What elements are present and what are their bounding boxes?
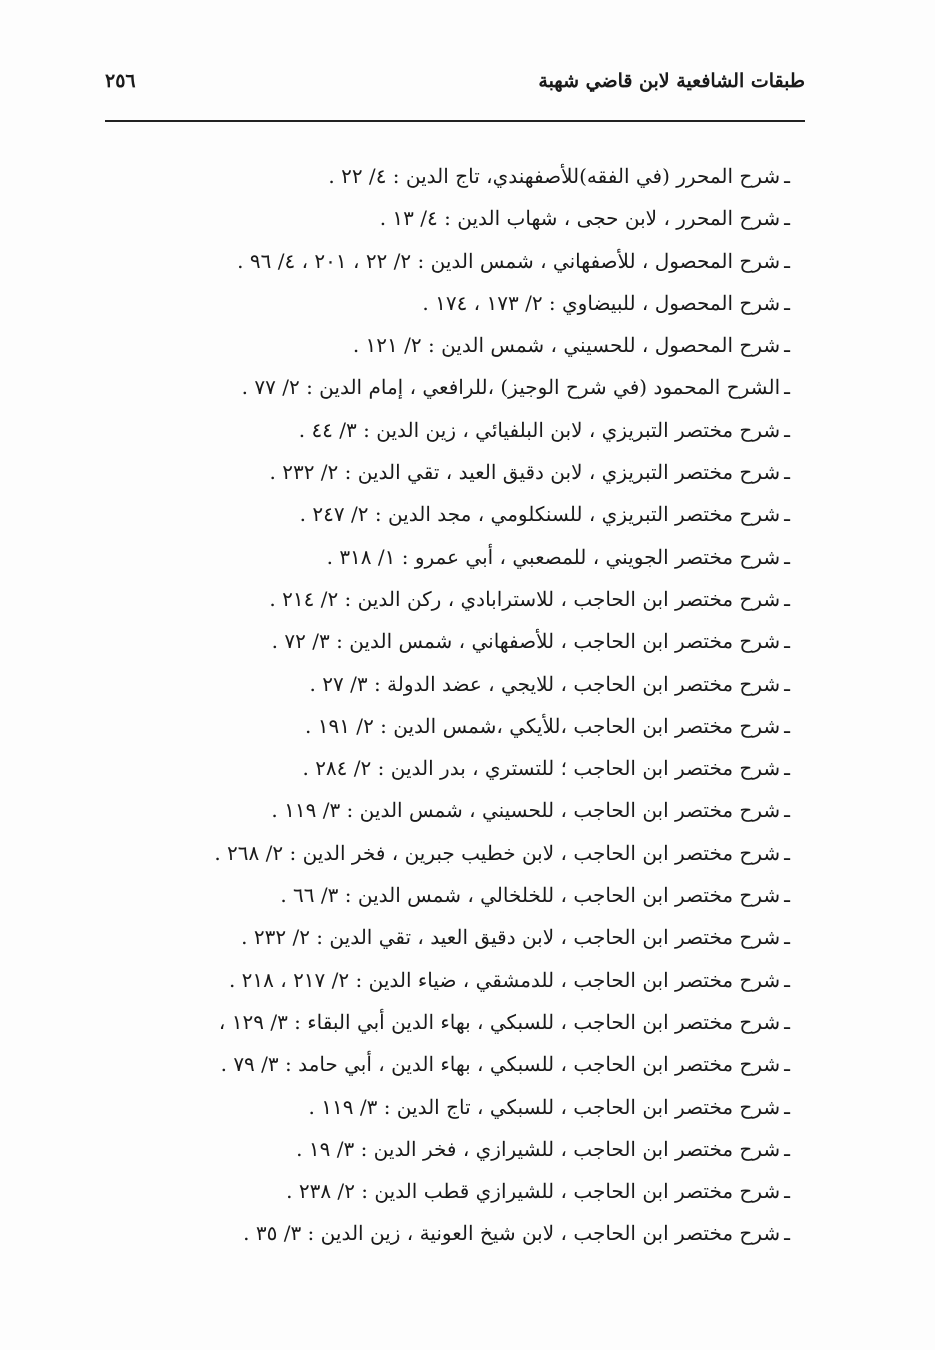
- index-entry: [140, 282, 790, 324]
- entry-text: شرح مختصر ابن الحاجب ؛ للتستري ، بدر الدين : ٢/ ٢٨٤ .: [302, 756, 781, 781]
- entry-text: شرح المحصول ، للأصفهاني ، شمس الدين : ٢/ ٢٢ ، ٢٠١ ، ٤/ ٩٦ .: [237, 248, 781, 273]
- entry-dash: ـ: [784, 756, 790, 781]
- entry-text: شرح مختصر ابن الحاجب ، للشيرازي ، فخر الدين : ٣/ ١٩ .: [296, 1136, 781, 1161]
- index-entry: [140, 1128, 790, 1170]
- index-entry: [140, 155, 790, 197]
- entry-text: شرح مختصر ابن الحاجب ، للايجي ، عضد الدولة : ٣/ ٢٧ .: [309, 671, 781, 696]
- index-entry: [140, 197, 790, 239]
- index-entry: [140, 832, 790, 874]
- entry-dash: ـ: [784, 333, 790, 358]
- index-entry: [140, 705, 790, 747]
- entry-dash: ـ: [784, 840, 790, 865]
- entry-text: شرح مختصر ابن الحاجب ،للأيكي ،شمس الدين : ٢/ ١٩١ .: [305, 713, 781, 738]
- page-number: ٢٥٦: [105, 70, 136, 92]
- entry-dash: ـ: [784, 925, 790, 950]
- entry-text: شرح مختصر ابن الحاجب ، لابن دقيق العيد ، تقي الدين : ٢/ ٢٣٢ .: [241, 925, 781, 950]
- running-title: طبقات الشافعية لابن قاضي شهبة: [538, 70, 805, 92]
- index-entry: [140, 620, 790, 662]
- index-entry: [140, 747, 790, 789]
- entry-text: شرح مختصر التبريزي ، لابن البلفيائي ، زين الدين : ٣/ ٤٤ .: [298, 417, 781, 442]
- entry-dash: ـ: [784, 164, 790, 188]
- entry-dash: ـ: [784, 713, 790, 738]
- index-entry: [140, 1212, 790, 1254]
- index-entry: [140, 578, 790, 620]
- entry-dash: ـ: [784, 248, 790, 273]
- running-header: [105, 70, 805, 110]
- index-entry: [140, 874, 790, 916]
- index-entry: [140, 916, 790, 958]
- entry-dash: ـ: [784, 671, 790, 696]
- entry-dash: ـ: [784, 290, 790, 315]
- entry-dash: ـ: [784, 1179, 790, 1204]
- entry-dash: ـ: [784, 502, 790, 527]
- entry-dash: ـ: [784, 417, 790, 442]
- index-entry: [140, 324, 790, 366]
- index-entry-list: [140, 155, 790, 1255]
- entry-text: شرح مختصر ابن الحاجب ، للشيرازي قطب الدين : ٢/ ٢٣٨ .: [286, 1179, 781, 1204]
- index-entry: [140, 409, 790, 451]
- index-entry: [140, 1043, 790, 1085]
- entry-text: شرح مختصر ابن الحاجب ، للخلخالي ، شمس الدين : ٣/ ٦٦ .: [280, 883, 781, 908]
- entry-text: شرح المحرر ، لابن حجى ، شهاب الدين : ٤/ ١٣ .: [379, 206, 781, 231]
- entry-dash: ـ: [784, 544, 790, 569]
- entry-dash: ـ: [784, 586, 790, 611]
- entry-text: الشرح المحمود (في شرح الوجيز) ،للرافعي ، إمام الدين : ٢/ ٧٧ .: [241, 375, 781, 400]
- index-entry: [140, 240, 790, 282]
- entry-text: شرح المحصول ، للحسيني ، شمس الدين : ٢/ ١٢١ .: [352, 333, 781, 358]
- index-entry: [140, 789, 790, 831]
- entry-text: شرح مختصر ابن الحاجب ، لابن خطيب جبرين ، فخر الدين : ٢/ ٢٦٨ .: [214, 840, 781, 865]
- entry-text: شرح المحصول ، للبيضاوي : ٢/ ١٧٣ ، ١٧٤ .: [422, 290, 781, 315]
- entry-text: شرح مختصر ابن الحاجب ، للسبكي ، بهاء الدين ، أبي حامد : ٣/ ٧٩ .: [220, 1052, 781, 1077]
- index-entry: [140, 1086, 790, 1128]
- index-entry: [140, 1001, 790, 1043]
- entry-text: شرح مختصر التبريزي ، لابن دقيق العيد ، تقي الدين : ٢/ ٢٣٢ .: [269, 460, 781, 485]
- entry-text: شرح المحرر (في الفقه)للأصفهندي، تاج الدين : ٤/ ٢٢ .: [328, 164, 781, 188]
- entry-text: شرح مختصر ابن الحاجب ، للحسيني ، شمس الدين : ٣/ ١١٩ .: [271, 798, 781, 823]
- entry-text: شرح مختصر ابن الحاجب ، للأصفهاني ، شمس الدين : ٣/ ٧٢ .: [271, 629, 781, 654]
- entry-dash: ـ: [784, 967, 790, 992]
- entry-text: شرح مختصر ابن الحاجب ، للسبكي ، بهاء الدين أبي البقاء : ٣/ ١٢٩ ،: [218, 1009, 781, 1034]
- index-entry: [140, 663, 790, 705]
- header-divider: [105, 120, 805, 122]
- entry-dash: ـ: [784, 206, 790, 231]
- entry-text: شرح مختصر ابن الحاجب ، للاسترابادي ، ركن الدين : ٢/ ٢١٤ .: [269, 586, 781, 611]
- index-entry: [140, 536, 790, 578]
- entry-dash: ـ: [784, 883, 790, 908]
- entry-text: شرح مختصر الجويني ، للمصعبي ، أبي عمرو : ١/ ٣١٨ .: [326, 544, 781, 569]
- entry-text: شرح مختصر التبريزي ، للسنكلومي ، مجد الدين : ٢/ ٢٤٧ .: [299, 502, 781, 527]
- entry-dash: ـ: [784, 1221, 790, 1246]
- entry-dash: ـ: [784, 460, 790, 485]
- entry-dash: ـ: [784, 1136, 790, 1161]
- entry-dash: ـ: [784, 1094, 790, 1119]
- entry-text: شرح مختصر ابن الحاجب ، للدمشقي ، ضياء الدين : ٢/ ٢١٧ ، ٢١٨ .: [228, 967, 781, 992]
- index-entry: [140, 366, 790, 408]
- entry-dash: ـ: [784, 375, 790, 400]
- index-entry: [140, 493, 790, 535]
- index-entry: [140, 959, 790, 1001]
- index-entry: [140, 451, 790, 493]
- entry-dash: ـ: [784, 798, 790, 823]
- entry-dash: ـ: [784, 1052, 790, 1077]
- index-entry: [140, 1170, 790, 1212]
- entry-text: شرح مختصر ابن الحاجب ، لابن شيخ العونية ، زين الدين : ٣/ ٣٥ .: [243, 1221, 781, 1246]
- entry-dash: ـ: [784, 1009, 790, 1034]
- entry-text: شرح مختصر ابن الحاجب ، للسبكي ، تاج الدين : ٣/ ١١٩ .: [308, 1094, 781, 1119]
- entry-dash: ـ: [784, 629, 790, 654]
